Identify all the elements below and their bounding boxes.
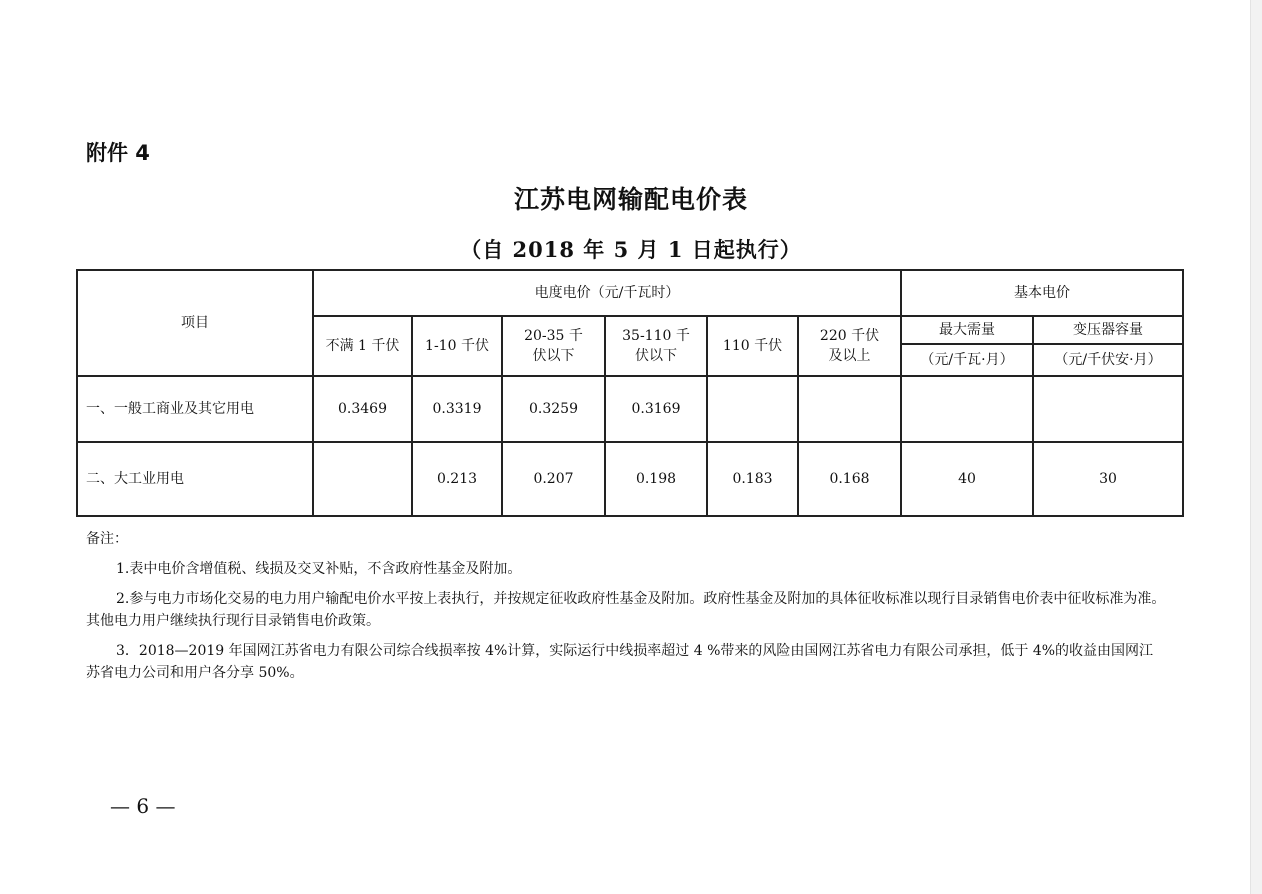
table-cell <box>707 376 798 442</box>
table-cell <box>901 376 1033 442</box>
notes-heading: 备注： <box>86 531 128 547</box>
note-item: 2.参与电力市场化交易的电力用户输配电价水平按上表执行，并按规定征收政府性基金及附加。政府性基金及附加的具体征收标准以现行目录销售电价表中征收标准为准。其他电力用户继续执行现行目录销售电价政策。 <box>86 591 1166 629</box>
table-cell: 30 <box>1033 442 1183 516</box>
table-cell: 0.3319 <box>412 376 502 442</box>
column-header: 110 千伏 <box>707 316 798 376</box>
column-header: 不满 1 千伏 <box>313 316 412 376</box>
note-item: 3．2018—2019 年国网江苏省电力有限公司综合线损率按 4%计算，实际运行中线损率超过 4 %带来的风险由国网江苏省电力有限公司承担，低于 4%的收益由国网江苏省电力公司和用户各分享 50%。 <box>86 643 1154 681</box>
column-header: 20-35 千伏以下 <box>502 316 605 376</box>
column-header: 1-10 千伏 <box>412 316 502 376</box>
table-cell: 0.198 <box>605 442 707 516</box>
energy-price-header: 电度电价（元/千瓦时） <box>313 270 901 316</box>
attachment-label: 附件 4 <box>86 141 150 165</box>
column-header-transformer-capacity: 变压器容量 <box>1033 316 1183 344</box>
column-header-max-demand: 最大需量 <box>901 316 1033 344</box>
page-number: — 6 — <box>110 794 176 818</box>
note-item: 1.表中电价含增值税、线损及交叉补贴，不含政府性基金及附加。 <box>116 561 522 577</box>
table-cell: 0.213 <box>412 442 502 516</box>
column-header: 220 千伏 及以上 <box>798 316 901 376</box>
table-row <box>77 376 1183 442</box>
table-cell <box>1033 376 1183 442</box>
notes-section <box>86 528 1166 692</box>
row-label: 二、大工业用电 <box>77 442 313 516</box>
scan-edge <box>1250 0 1262 894</box>
table-cell: 0.3169 <box>605 376 707 442</box>
document-title: 江苏电网输配电价表 <box>513 185 748 214</box>
table-cell <box>798 376 901 442</box>
table-cell: 0.3469 <box>313 376 412 442</box>
table-header-row <box>77 270 1183 316</box>
table-cell: 0.183 <box>707 442 798 516</box>
table-cell: 40 <box>901 442 1033 516</box>
tariff-table <box>76 269 1184 517</box>
table-cell <box>313 442 412 516</box>
row-label: 一、一般工商业及其它用电 <box>77 376 313 442</box>
item-header: 项目 <box>77 270 313 376</box>
column-unit: （元/千瓦·月） <box>901 344 1033 376</box>
document-subtitle: （自 2018 年 5 月 1 日起执行） <box>460 237 802 262</box>
table-cell: 0.207 <box>502 442 605 516</box>
basic-price-header: 基本电价 <box>901 270 1183 316</box>
table-cell: 0.3259 <box>502 376 605 442</box>
table-cell: 0.168 <box>798 442 901 516</box>
table-row <box>77 442 1183 516</box>
column-header: 35-110 千伏以下 <box>605 316 707 376</box>
column-unit: （元/千伏安·月） <box>1033 344 1183 376</box>
